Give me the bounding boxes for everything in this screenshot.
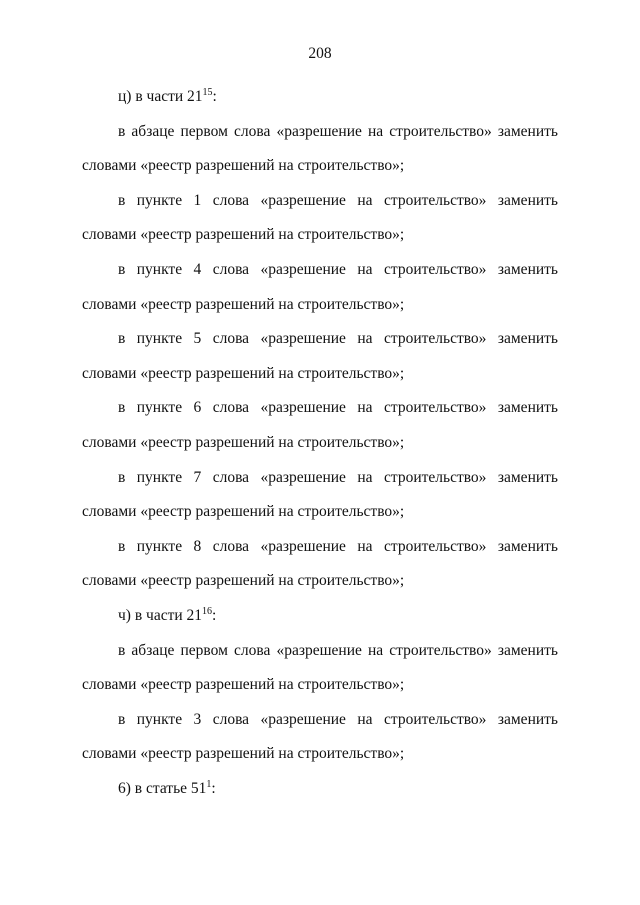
amendment-heading-ts: ц) в части $21^{15}$: bbox=[118, 87, 217, 105]
amendment-heading-ch: ч) в части $21^{16}$: bbox=[118, 605, 217, 624]
amendment-paragraph: в пункте 6 слова «разрешение на строительство» заменить словами «реестр разрешений на строительство»; bbox=[82, 399, 558, 451]
superscript: 15 bbox=[202, 87, 213, 98]
amendment-paragraph: в пункте 1 слова «разрешение на строительство» заменить словами «реестр разрешений на строительство»; bbox=[82, 191, 558, 244]
amendment-paragraph: в пункте 8 слова «разрешение на строительство» заменить словами «реестр разрешений на строительство»; bbox=[82, 537, 558, 590]
superscript: 1 bbox=[206, 778, 212, 790]
superscript: 16 bbox=[202, 605, 213, 617]
amendment-paragraph: в пункте 5 слова «разрешение на строительство» заменить словами «реестр разрешений на строительство»; bbox=[82, 330, 558, 382]
amendment-heading-article: 6) в статье $51^1$: bbox=[118, 778, 216, 797]
amendment-paragraph: в пункте 7 слова «разрешение на строительство» заменить словами «реестр разрешений на строительство»; bbox=[82, 468, 558, 521]
amendment-paragraph: в абзаце первом слова «разрешение на строительство» заменить словами «реестр разрешений на строительство»; bbox=[82, 641, 558, 694]
amendment-paragraph: в пункте 4 слова «разрешение на строительство» заменить словами «реестр разрешений на строительство»; bbox=[82, 260, 558, 313]
page-number: 208 bbox=[308, 45, 332, 62]
amendment-paragraph: в пункте 3 слова «разрешение на строительство» заменить словами «реестр разрешений на строительство»; bbox=[82, 710, 558, 763]
amendment-paragraph: в абзаце первом слова «разрешение на строительство» заменить словами «реестр разрешений на строительство»; bbox=[82, 122, 558, 175]
document-body bbox=[82, 80, 558, 806]
